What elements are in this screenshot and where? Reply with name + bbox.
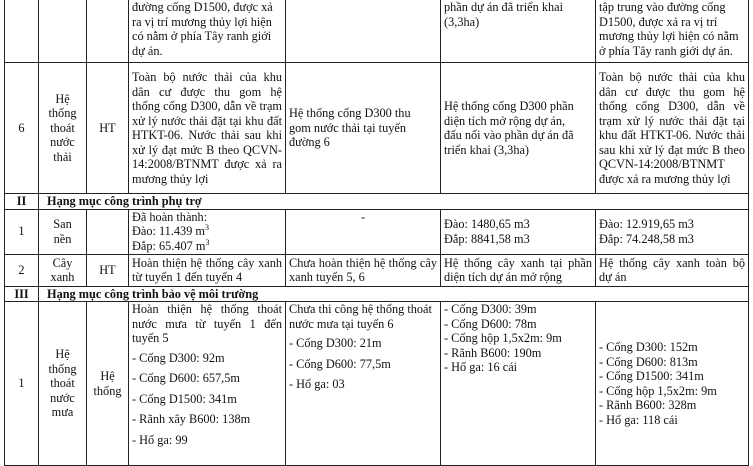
- name-cell: Cây xanh: [39, 254, 87, 286]
- table-row: [5, 63, 749, 194]
- stt-cell: 6: [5, 63, 39, 194]
- name-cell: [39, 0, 87, 63]
- whole-project-cell: - Cống D300: 152m - Cống D600: 813m - Cống D1500: 341m - Cống hộp 1,5x2m: 9m - Rãnh B600: 328m - Hố ga: 118 cái: [596, 302, 749, 466]
- whole-project-cell: Toàn bộ nước thải của khu dân cư được thu gom hệ thống cống D300, dẫn về trạm xử lý nước thải đặt tại khu đất HTKT-06. Nước thải sau khi xử lý đạt mức B theo QCVN-14:2008/BTNMT được xả ra mương thủy lợi: [596, 63, 749, 194]
- unfinished-cell: Chưa hoàn thiện hệ thống cây xanh tuyến 5, 6: [286, 254, 441, 286]
- type-cell: [87, 0, 129, 63]
- expansion-cell: Hệ thống cống D300 phần diện tích mở rộng dự án, đấu nối vào phần dự án đã triển khai (3,3ha): [441, 63, 596, 194]
- expansion-cell: - Cống D300: 39m - Cống D600: 78m - Cống hộp 1,5x2m: 9m - Rãnh B600: 190m - Hố ga: 16 cái: [441, 302, 596, 466]
- name-cell: Hệ thống thoát nước thải: [39, 63, 87, 194]
- name-cell: San nền: [39, 209, 87, 254]
- completed-cell: Toàn bộ nước thải của khu dân cư được thu gom hệ thống cống D300, dẫn về trạm xử lý nước thải đặt tại khu đất HTKT-06. Nước thải sau khi xử lý đạt mức B theo QCVN-14:2008/BTNMT được xả ra mương thủy lợi: [129, 63, 286, 194]
- completed-cell: Hoàn thiện hệ thống cây xanh từ tuyến 1 đến tuyến 4: [129, 254, 286, 286]
- table-row: [5, 0, 749, 63]
- section-number: II: [5, 194, 39, 210]
- type-cell: HT: [87, 63, 129, 194]
- completed-cell: Hoàn thiện hệ thống thoát nước mưa từ tuyến 1 đến tuyến 5 - Cống D300: 92m - Cống D600: 657,5m - Cống D1500: 341m - Rãnh xây B600: 138m - Hố ga: 99: [129, 302, 286, 466]
- type-cell: Hệ thống: [87, 302, 129, 466]
- table-row: [5, 209, 749, 254]
- unfinished-cell: [286, 0, 441, 63]
- section-row: [5, 286, 749, 302]
- stt-cell: 1: [5, 302, 39, 466]
- name-cell: Hệ thống thoát nước mưa: [39, 302, 87, 466]
- section-number: III: [5, 286, 39, 302]
- section-row: [5, 194, 749, 210]
- section-title: Hạng mục công trình phụ trợ: [39, 194, 749, 210]
- expansion-cell: Đào: 1480,65 m3 Đắp: 8841,58 m3: [441, 209, 596, 254]
- unfinished-cell: -: [286, 209, 441, 254]
- type-cell: HT: [87, 254, 129, 286]
- stt-cell: 2: [5, 254, 39, 286]
- stt-cell: 1: [5, 209, 39, 254]
- unfinished-cell: Hệ thống cống D300 thu gom nước thải tại tuyến đường 6: [286, 63, 441, 194]
- type-cell: [87, 209, 129, 254]
- completed-cell: đường cống D1500, được xả ra vị trí mương thủy lợi hiện có nằm ở phía Tây ranh giới dự án.: [129, 0, 286, 63]
- infrastructure-table: [4, 0, 749, 466]
- expansion-cell: phần dự án đã triển khai (3,3ha): [441, 0, 596, 63]
- whole-project-cell: tập trung vào đường cống D1500, được xả ra vị trí mương thủy lợi hiện có nằm ở phía Tây ranh giới dự án.: [596, 0, 749, 63]
- table-row: [5, 254, 749, 286]
- section-title: Hạng mục công trình bảo vệ môi trường: [39, 286, 749, 302]
- unfinished-cell: Chưa thi công hệ thống thoát nước mưa tại tuyến 6 - Cống D300: 21m - Cống D600: 77,5m - Hố ga: 03: [286, 302, 441, 466]
- stt-cell: [5, 0, 39, 63]
- completed-cell: Đã hoàn thành: Đào: 11.439 $m^3$ Đắp: 65.407 $m^3$: [129, 209, 286, 254]
- whole-project-cell: Đào: 12.919,65 m3 Đắp: 74.248,58 m3: [596, 209, 749, 254]
- expansion-cell: Hệ thống cây xanh tại phần diện tích dự án mở rộng: [441, 254, 596, 286]
- whole-project-cell: Hệ thống cây xanh toàn bộ dự án: [596, 254, 749, 286]
- table-row: [5, 302, 749, 466]
